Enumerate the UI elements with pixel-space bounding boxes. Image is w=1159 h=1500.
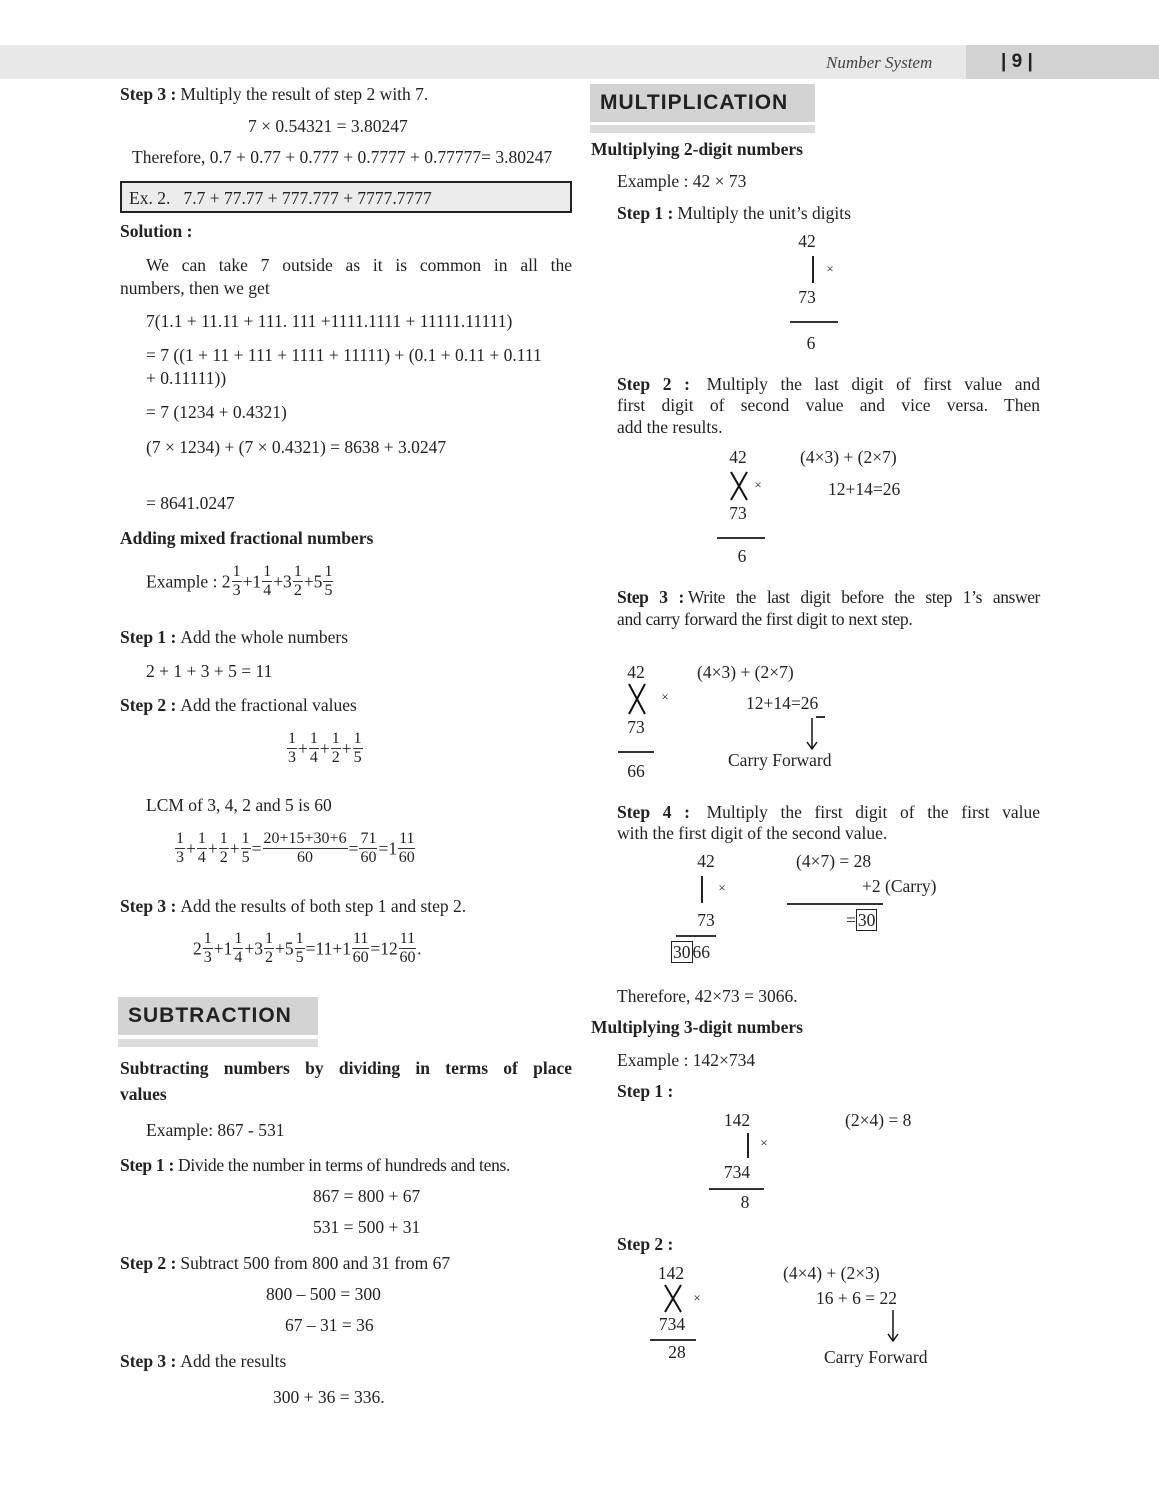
numerator: 1 — [234, 930, 243, 947]
boxed-digits: 30 — [673, 942, 691, 962]
numerator: 1 — [295, 930, 304, 947]
paragraph-line: with the first digit of the second value. — [617, 823, 888, 843]
fraction — [233, 930, 243, 967]
fraction — [263, 830, 348, 867]
step-text: Multiply the first digit of the first value — [706, 802, 1040, 822]
section-title-subtraction: SUBTRACTION — [118, 997, 318, 1035]
denominator: 60 — [297, 849, 314, 866]
numerator: 11 — [399, 930, 416, 947]
numerator: 1 — [324, 563, 333, 580]
numerator: 1 — [197, 830, 206, 847]
math-text: Example : 2 — [146, 571, 231, 592]
fraction — [287, 730, 297, 767]
math-text: +5 — [275, 938, 294, 959]
paragraph-line — [617, 801, 1040, 823]
mixed-example — [146, 563, 334, 600]
result-line — [717, 537, 765, 539]
step-label: Step 3 : — [120, 1351, 177, 1371]
total-line — [846, 909, 877, 931]
carry-add: +2 (Carry) — [862, 876, 937, 896]
cross-multiply-icon — [627, 684, 647, 714]
calc-line: 7 × 0.54321 = 3.80247 — [248, 116, 408, 136]
fraction — [359, 830, 377, 867]
step-text: Add the whole numbers — [180, 627, 349, 647]
step-text: Multiply the last digit of first value and — [706, 374, 1040, 394]
arrow-down-icon — [887, 1310, 899, 1342]
numerator: 1 — [232, 563, 241, 580]
digit-top: 42 — [627, 662, 645, 682]
denominator: 2 — [265, 949, 273, 966]
page-number-box — [966, 45, 1159, 79]
denominator: 4 — [197, 849, 206, 866]
step2-line — [120, 694, 357, 716]
denominator: 60 — [399, 949, 416, 966]
fraction — [232, 563, 242, 600]
digit-top: 42 — [697, 851, 715, 871]
math-text: = — [251, 838, 262, 859]
digit-top: 142 — [723, 1110, 751, 1130]
denominator: 5 — [241, 849, 250, 866]
math-line: 7(1.1 + 11.11 + 111. 111 +1111.1111 + 11111.11111) — [146, 311, 513, 331]
paragraph-line: numbers, then we get — [120, 278, 270, 298]
fraction — [353, 730, 363, 767]
cross-expr: (4×3) + (2×7) — [697, 662, 794, 682]
numerator: 1 — [331, 730, 340, 747]
fraction-expr — [286, 730, 364, 767]
step-text: Multiply the result of step 2 with 7. — [180, 84, 429, 104]
section-title-multiplication: MULTIPLICATION — [590, 84, 815, 122]
sub-heading: values — [120, 1084, 167, 1104]
step-text: Write the last digit before the step 1’s answer — [687, 587, 1040, 607]
times-sign: × — [760, 1135, 768, 1150]
cross-multiply-icon — [663, 1285, 683, 1312]
step-text: Divide the number in terms of hundreds and tens. — [178, 1155, 511, 1175]
step-label: Step 3 : — [120, 896, 177, 916]
denominator: 3 — [288, 749, 296, 766]
numerator: 1 — [309, 730, 318, 747]
numerator: 1 — [353, 730, 362, 747]
denominator: 4 — [309, 749, 318, 766]
denominator: 3 — [176, 849, 184, 866]
carry-forward-label: Carry Forward — [728, 750, 832, 770]
result-line — [709, 1188, 764, 1190]
times-sign: × — [693, 1290, 701, 1305]
step-text: Add the results — [180, 1351, 287, 1371]
cross-sum: 16 + 6 = 22 — [816, 1288, 897, 1308]
step-label: Step 1 : — [120, 1155, 174, 1175]
product-expr: (2×4) = 8 — [845, 1110, 912, 1130]
denominator: 60 — [398, 849, 415, 866]
denominator: 2 — [293, 582, 302, 599]
math-text: + — [186, 838, 196, 859]
math-text: +5 — [303, 571, 323, 592]
sub-step1-line — [120, 1154, 510, 1176]
times-sign: × — [754, 477, 762, 492]
therefore-line: Therefore, 42×73 = 3066. — [617, 986, 798, 1006]
math-text: + — [207, 838, 218, 859]
step1-line — [120, 626, 348, 648]
math-line: 867 = 800 + 67 — [313, 1186, 421, 1206]
math-text: + — [298, 738, 308, 759]
denominator: 3 — [232, 582, 241, 599]
digit-bottom: 734 — [723, 1162, 751, 1182]
step-text: Subtract 500 from 800 and 31 from 67 — [180, 1253, 451, 1273]
denominator: 5 — [295, 949, 304, 966]
vertical-line — [812, 256, 814, 283]
math-line: 67 – 31 = 36 — [285, 1315, 374, 1335]
denominator: 2 — [219, 849, 228, 866]
denominator: 5 — [324, 582, 333, 599]
result-line — [790, 321, 838, 323]
math-text: +3 — [273, 571, 292, 592]
boxed-total: 30 — [857, 910, 876, 930]
digit-bottom: 73 — [798, 287, 816, 307]
math-text: +3 — [244, 938, 263, 959]
step3-line — [120, 83, 428, 105]
paragraph-line — [617, 586, 1040, 608]
numerator: 20+15+30+6 — [263, 830, 347, 847]
digit-bottom: 73 — [627, 717, 645, 737]
fraction — [241, 830, 251, 867]
denominator: 60 — [360, 849, 377, 866]
digit-result — [671, 941, 710, 963]
numerator: 1 — [219, 830, 228, 847]
solution-heading: Solution : — [120, 221, 193, 241]
times-sign: × — [718, 880, 726, 895]
step-text: Add the fractional values — [180, 695, 357, 715]
numerator: 71 — [360, 830, 377, 847]
example-line: Example : 42 × 73 — [617, 171, 747, 191]
digit-top: 42 — [798, 231, 816, 251]
digit-bottom: 734 — [658, 1314, 686, 1334]
sub-example: Example: 867 - 531 — [146, 1120, 285, 1140]
denominator: 5 — [353, 749, 362, 766]
three-digit-heading: Multiplying 3-digit numbers — [591, 1017, 803, 1037]
page-number: | 9 | — [1001, 51, 1033, 72]
step-text: Multiply the unit’s digits — [677, 203, 851, 223]
fraction — [175, 830, 185, 867]
step-label: Step 2 : — [617, 374, 690, 394]
math-line: 531 = 500 + 31 — [313, 1217, 421, 1237]
paragraph-line: and carry forward the first digit to next step. — [617, 609, 913, 629]
sum-line — [787, 903, 883, 905]
step-label: Step 2 : — [120, 1253, 177, 1273]
sub-step2-line — [120, 1252, 450, 1274]
example-label: Ex. 2. — [129, 188, 171, 208]
example-text — [129, 187, 432, 209]
equals-sign: = — [846, 910, 856, 930]
math-line: (7 × 1234) + (7 × 0.4321) = 8638 + 3.0247 — [146, 437, 447, 457]
vertical-line — [747, 1133, 749, 1158]
step-label: Step 4 : — [617, 802, 690, 822]
math-line: + 0.11111)) — [146, 368, 227, 388]
numerator: 1 — [203, 930, 212, 947]
fraction — [398, 830, 415, 867]
numerator: 1 — [176, 830, 184, 847]
example-line: Example : 142×734 — [617, 1050, 756, 1070]
result-line — [676, 935, 716, 937]
numerator: 1 — [288, 730, 296, 747]
lcm-line: LCM of 3, 4, 2 and 5 is 60 — [146, 795, 332, 815]
math-text: = — [348, 838, 359, 859]
digit-bottom: 73 — [729, 503, 747, 523]
fraction — [323, 563, 333, 600]
cross-sum: 12+14=26 — [828, 479, 901, 499]
example-box — [120, 181, 572, 213]
step-label: Step 1 : — [617, 203, 674, 223]
step-text: Add the results of both step 1 and step 2. — [180, 896, 467, 916]
fraction — [352, 930, 369, 967]
fraction — [309, 730, 319, 767]
math-line: 300 + 36 = 336. — [273, 1387, 385, 1407]
section-bar — [118, 1039, 318, 1047]
math-text: 2 — [193, 938, 202, 959]
fraction — [197, 830, 207, 867]
math-text: + — [229, 838, 240, 859]
paragraph-line — [617, 373, 1040, 395]
fraction — [262, 563, 272, 600]
math-text: + — [319, 738, 330, 759]
cross-multiply-icon — [729, 472, 749, 500]
step-label: Step 3 : — [120, 84, 177, 104]
math-text: =12 — [370, 938, 398, 959]
vertical-line — [701, 876, 703, 903]
digit-result: 6 — [737, 546, 747, 566]
product-expr: (4×7) = 28 — [796, 851, 872, 871]
step-label: Step 1 : — [617, 1081, 674, 1101]
times-sign: × — [661, 689, 669, 704]
sub-step3-line — [120, 1350, 286, 1372]
step3-line — [120, 895, 466, 917]
numerator: 11 — [352, 930, 369, 947]
step1-line — [617, 202, 851, 224]
denominator: 2 — [331, 749, 340, 766]
digit-result: 66 — [627, 761, 645, 781]
math-line: = 8641.0247 — [146, 493, 235, 513]
mixed-heading: Adding mixed fractional numbers — [120, 528, 374, 548]
step-label: Step 2 : — [120, 695, 177, 715]
fraction-expr — [174, 830, 416, 867]
two-digit-heading: Multiplying 2-digit numbers — [591, 139, 803, 159]
denominator: 4 — [263, 582, 272, 599]
paragraph-line: add the results. — [617, 417, 723, 437]
math-text: =1 — [378, 838, 398, 859]
digit-result: 6 — [806, 333, 816, 353]
numerator: 1 — [265, 930, 273, 947]
sub-heading: Subtracting numbers by dividing in terms of place — [120, 1058, 572, 1078]
step-label: Step 1 : — [120, 627, 177, 647]
paragraph-line: We can take 7 outside as it is common in all the — [146, 255, 572, 275]
digit-top: 42 — [729, 447, 747, 467]
step-label: Step 2 : — [617, 1234, 674, 1254]
fraction — [399, 930, 416, 967]
arrow-down-icon — [806, 718, 818, 750]
carry-forward-label: Carry Forward — [824, 1347, 928, 1367]
therefore-line: Therefore, 0.7 + 0.77 + 0.777 + 0.7777 + 0.77777= 3.80247 — [132, 147, 553, 167]
cross-expr: (4×3) + (2×7) — [800, 447, 897, 467]
cross-expr: (4×4) + (2×3) — [783, 1263, 880, 1283]
fraction — [295, 930, 305, 967]
math-line: 800 – 500 = 300 — [266, 1284, 381, 1304]
math-text: +1 — [213, 938, 233, 959]
times-sign: × — [826, 261, 834, 276]
fraction — [293, 563, 303, 600]
math-line: = 7 ((1 + 11 + 111 + 1111 + 11111) + (0.1 + 0.11 + 0.111 — [146, 345, 542, 365]
numerator: 11 — [399, 830, 415, 847]
numerator: 1 — [293, 563, 302, 580]
cross-sum: 12+14=26 — [746, 693, 819, 713]
digit-bottom: 73 — [697, 910, 715, 930]
paragraph-line: first digit of second value and vice versa. Then — [617, 395, 1040, 415]
math-text: +1 — [242, 571, 262, 592]
fraction — [264, 930, 274, 967]
fraction — [331, 730, 341, 767]
denominator: 3 — [203, 949, 212, 966]
chapter-title: Number System — [826, 53, 933, 72]
math-line: 2 + 1 + 3 + 5 = 11 — [146, 661, 273, 681]
math-text: + — [341, 738, 352, 759]
example-expr: 7.7 + 77.77 + 777.777 + 7777.7777 — [183, 188, 432, 208]
denominator: 4 — [234, 949, 243, 966]
math-text: . — [417, 938, 422, 959]
denominator: 60 — [352, 949, 369, 966]
result-digits: 66 — [692, 942, 710, 962]
fraction-expr — [193, 930, 422, 967]
numerator: 1 — [263, 563, 272, 580]
fraction — [219, 830, 229, 867]
step-label: Step 3 : — [617, 587, 684, 607]
numerator: 1 — [241, 830, 250, 847]
digit-result: 8 — [740, 1192, 750, 1212]
math-text: =11+1 — [305, 938, 351, 959]
section-bar — [590, 125, 815, 133]
result-line — [618, 751, 654, 753]
digit-result: 28 — [668, 1342, 686, 1362]
fraction — [203, 930, 213, 967]
math-line: = 7 (1234 + 0.4321) — [146, 402, 287, 422]
digit-top: 142 — [657, 1263, 685, 1283]
